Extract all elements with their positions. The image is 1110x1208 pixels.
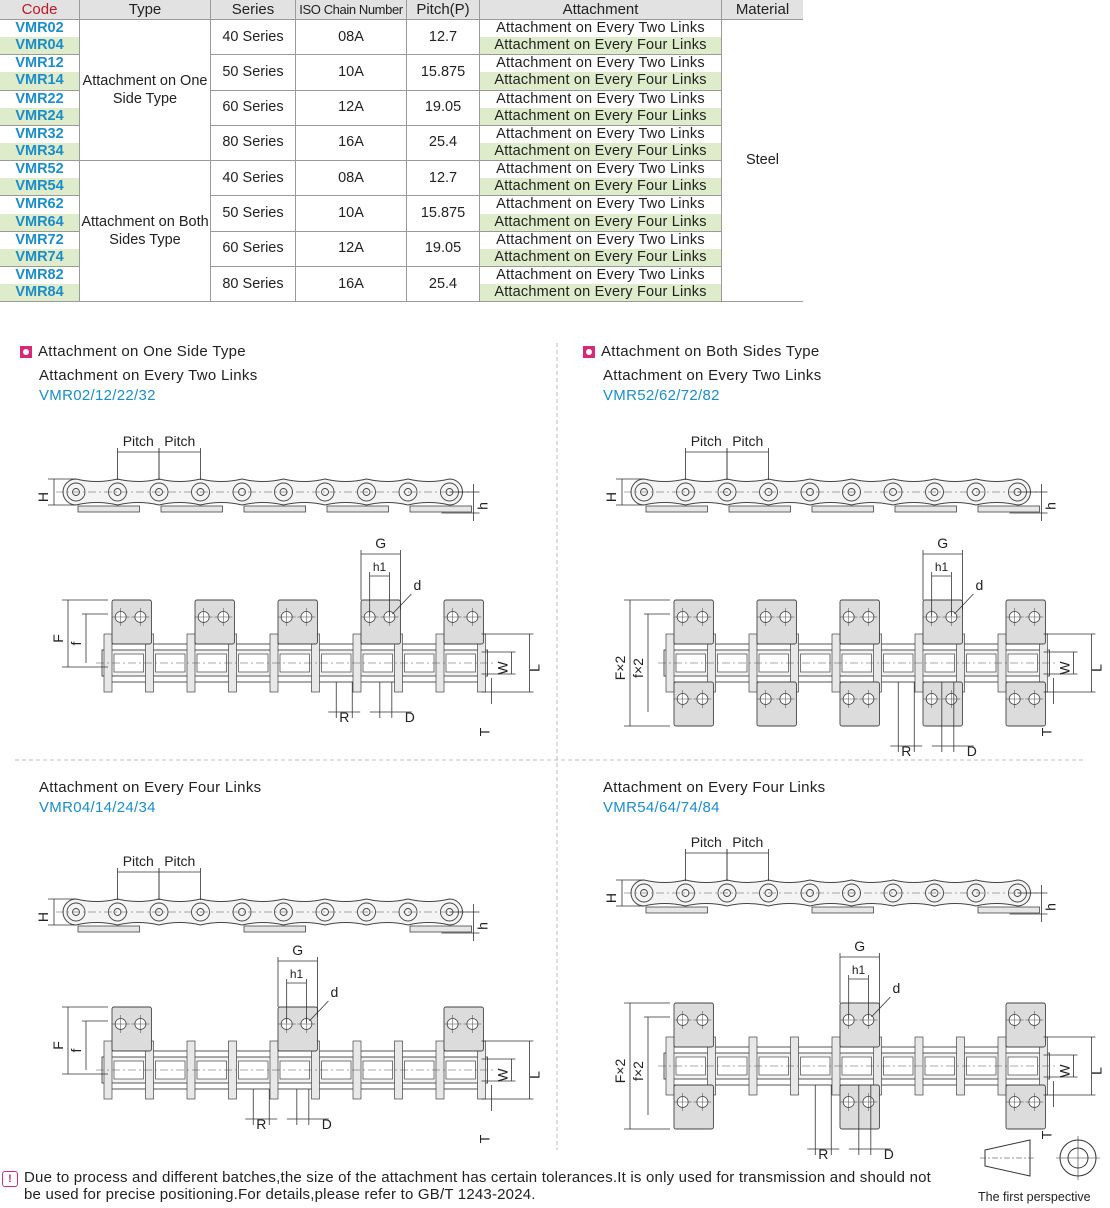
attachment-tab (78, 506, 140, 512)
cell-attachment: Attachment on Every Two Links (480, 196, 722, 214)
cell-series: 60 Series (211, 231, 296, 266)
attachment-tab (327, 506, 389, 512)
cell-code: VMR74 (0, 249, 80, 267)
R-label: R (818, 1146, 829, 1162)
cell-series: 40 Series (211, 20, 296, 55)
cell-chain-number: 12A (296, 90, 407, 125)
cell-code: VMR32 (0, 125, 80, 143)
cell-attachment: Attachment on Every Four Links (480, 37, 722, 55)
attachment-tab (646, 506, 708, 512)
f-label: f×2 (630, 1061, 646, 1081)
f-label: f (68, 641, 84, 646)
h-label: h (474, 922, 491, 930)
cell-pitch: 15.875 (407, 196, 480, 231)
D-label: D (966, 743, 977, 759)
cell-attachment: Attachment on Every Four Links (480, 108, 722, 126)
chain-plan-view (96, 600, 494, 692)
attachment-tab (978, 907, 1040, 913)
one-side-four-links-label: Attachment on Every Four Links (39, 779, 262, 796)
h-label: h (1042, 903, 1059, 911)
T-label: T (1038, 727, 1055, 737)
tolerance-note-text: Due to process and different batches,the size of the attachment has certain tolerances.It is only used for transmission and should not be used for precise positioning.For details,please refer to GB/T 1243-2024. (24, 1169, 932, 1203)
header-attachment: Attachment (480, 0, 722, 20)
cell-code: VMR34 (0, 143, 80, 161)
cell-pitch: 12.7 (407, 20, 480, 55)
cell-code: VMR02 (0, 20, 80, 38)
cell-code: VMR24 (0, 108, 80, 126)
attachment-tab (729, 506, 791, 512)
attachment-tab (812, 907, 874, 913)
cell-attachment: Attachment on Every Two Links (480, 125, 722, 143)
pitch-label: Pitch (732, 834, 764, 850)
h1-label: h1 (372, 560, 387, 574)
D-label: D (883, 1146, 894, 1162)
pitch-label: Pitch (164, 433, 196, 449)
cell-code: VMR54 (0, 178, 80, 196)
cell-attachment: Attachment on Every Four Links (480, 72, 722, 90)
h-label: h (1042, 502, 1059, 510)
h1-label: h1 (851, 963, 866, 977)
F-label: F×2 (612, 655, 628, 681)
H-label: H (35, 491, 51, 503)
both-sides-two-links-label: Attachment on Every Two Links (603, 367, 822, 384)
cell-code: VMR04 (0, 37, 80, 55)
cell-pitch: 15.875 (407, 55, 480, 90)
W-label: W (1056, 1064, 1073, 1078)
cell-pitch: 25.4 (407, 266, 480, 301)
cell-attachment: Attachment on Every Two Links (480, 90, 722, 108)
attachment-tab (244, 926, 306, 932)
attachment-tab (978, 506, 1040, 512)
cell-series: 60 Series (211, 90, 296, 125)
h1-label: h1 (289, 967, 304, 981)
cell-pitch: 19.05 (407, 90, 480, 125)
L-label: L (526, 1071, 543, 1079)
L-label: L (526, 664, 543, 672)
d-label: d (330, 984, 339, 1000)
D-label: D (321, 1116, 332, 1132)
chain-plan-view (658, 600, 1056, 726)
chain-plan-view (658, 1003, 1056, 1129)
attachment-tab (895, 506, 957, 512)
cell-attachment: Attachment on Every Four Links (480, 214, 722, 232)
attachment-tab (161, 506, 223, 512)
cell-code: VMR62 (0, 196, 80, 214)
d-label: d (892, 980, 901, 996)
F-label: F (50, 1041, 66, 1050)
cell-chain-number: 08A (296, 20, 407, 55)
header-series: Series (211, 0, 296, 20)
G-label: G (937, 535, 949, 551)
cell-series: 80 Series (211, 125, 296, 160)
cell-material: Steel (722, 20, 804, 302)
L-label: L (1088, 664, 1105, 672)
G-label: G (292, 942, 304, 958)
cell-chain-number: 12A (296, 231, 407, 266)
cell-pitch: 19.05 (407, 231, 480, 266)
pitch-label: Pitch (164, 853, 196, 869)
cell-attachment: Attachment on Every Two Links (480, 55, 722, 73)
one-side-two-links-codes: VMR02/12/22/32 (39, 387, 156, 404)
header-pitch: Pitch(P) (407, 0, 480, 20)
W-label: W (494, 1068, 511, 1082)
W-label: W (494, 661, 511, 675)
cell-attachment: Attachment on Every Two Links (480, 20, 722, 38)
header-type: Type (80, 0, 211, 20)
d-label: d (413, 577, 422, 593)
chain-side-view (624, 880, 1040, 913)
header-chain-number: ISO Chain Number (296, 0, 407, 20)
cell-attachment: Attachment on Every Two Links (480, 266, 722, 284)
tolerance-note (2, 1169, 952, 1203)
attachment-tab (812, 506, 874, 512)
cell-attachment: Attachment on Every Two Links (480, 231, 722, 249)
cell-code: VMR14 (0, 72, 80, 90)
cell-series: 80 Series (211, 266, 296, 301)
attachment-tab (78, 926, 140, 932)
both-sides-four-links-codes: VMR54/64/74/84 (603, 799, 720, 816)
section-both-sides-title: Attachment on Both Sides Type (601, 343, 820, 360)
attachment-tab (244, 506, 306, 512)
d-label: d (975, 577, 984, 593)
both-sides-four-links-label: Attachment on Every Four Links (603, 779, 826, 796)
header-code: Code (0, 0, 80, 20)
pitch-label: Pitch (690, 433, 722, 449)
pitch-label: Pitch (122, 853, 154, 869)
cell-chain-number: 10A (296, 196, 407, 231)
cell-series: 50 Series (211, 196, 296, 231)
f-label: f (68, 1048, 84, 1053)
T-label: T (476, 1134, 493, 1144)
H-label: H (603, 491, 619, 503)
H-label: H (35, 911, 51, 923)
cell-code: VMR84 (0, 284, 80, 302)
pitch-label: Pitch (122, 433, 154, 449)
cell-code: VMR12 (0, 55, 80, 73)
header-material: Material (722, 0, 804, 20)
attachment-tab (646, 907, 708, 913)
cell-attachment: Attachment on Every Four Links (480, 143, 722, 161)
G-label: G (375, 535, 387, 551)
h1-label: h1 (934, 560, 949, 574)
R-label: R (256, 1116, 267, 1132)
cell-pitch: 25.4 (407, 125, 480, 160)
warning-icon: ! (2, 1171, 18, 1187)
D-label: D (404, 709, 415, 725)
f-label: f×2 (630, 658, 646, 678)
F-label: F (50, 634, 66, 643)
T-label: T (476, 727, 493, 737)
cell-attachment: Attachment on Every Four Links (480, 249, 722, 267)
cell-chain-number: 08A (296, 161, 407, 196)
cell-type: Attachment on One Side Type (80, 20, 211, 161)
R-label: R (339, 709, 350, 725)
attachment-tab (410, 506, 472, 512)
one-side-two-links-label: Attachment on Every Two Links (39, 367, 258, 384)
attachment-tab (410, 926, 472, 932)
cell-attachment: Attachment on Every Four Links (480, 178, 722, 196)
h-label: h (474, 502, 491, 510)
G-label: G (854, 938, 866, 954)
W-label: W (1056, 661, 1073, 675)
projection-caption: The first perspective (978, 1190, 1091, 1204)
chain-plan-view (96, 1007, 494, 1099)
cell-chain-number: 16A (296, 125, 407, 160)
H-label: H (603, 892, 619, 904)
R-label: R (901, 743, 912, 759)
cell-series: 50 Series (211, 55, 296, 90)
cell-code: VMR64 (0, 214, 80, 232)
cell-pitch: 12.7 (407, 161, 480, 196)
pitch-label: Pitch (690, 834, 722, 850)
cell-chain-number: 16A (296, 266, 407, 301)
pitch-label: Pitch (732, 433, 764, 449)
one-side-four-links-codes: VMR04/14/24/34 (39, 799, 156, 816)
first-angle-projection-icon (980, 1136, 1100, 1180)
chain-side-view (624, 479, 1040, 512)
cell-attachment: Attachment on Every Two Links (480, 161, 722, 179)
chain-side-view (56, 899, 472, 932)
section-one-side-title: Attachment on One Side Type (38, 343, 246, 360)
T-label: T (1038, 1130, 1055, 1140)
chain-side-view (56, 479, 472, 512)
cell-attachment: Attachment on Every Four Links (480, 284, 722, 302)
cell-series: 40 Series (211, 161, 296, 196)
cell-code: VMR72 (0, 231, 80, 249)
both-sides-two-links-codes: VMR52/62/72/82 (603, 387, 720, 404)
L-label: L (1088, 1067, 1105, 1075)
F-label: F×2 (612, 1058, 628, 1084)
cell-code: VMR82 (0, 266, 80, 284)
cell-code: VMR52 (0, 161, 80, 179)
cell-chain-number: 10A (296, 55, 407, 90)
cell-code: VMR22 (0, 90, 80, 108)
cell-type: Attachment on Both Sides Type (80, 161, 211, 302)
